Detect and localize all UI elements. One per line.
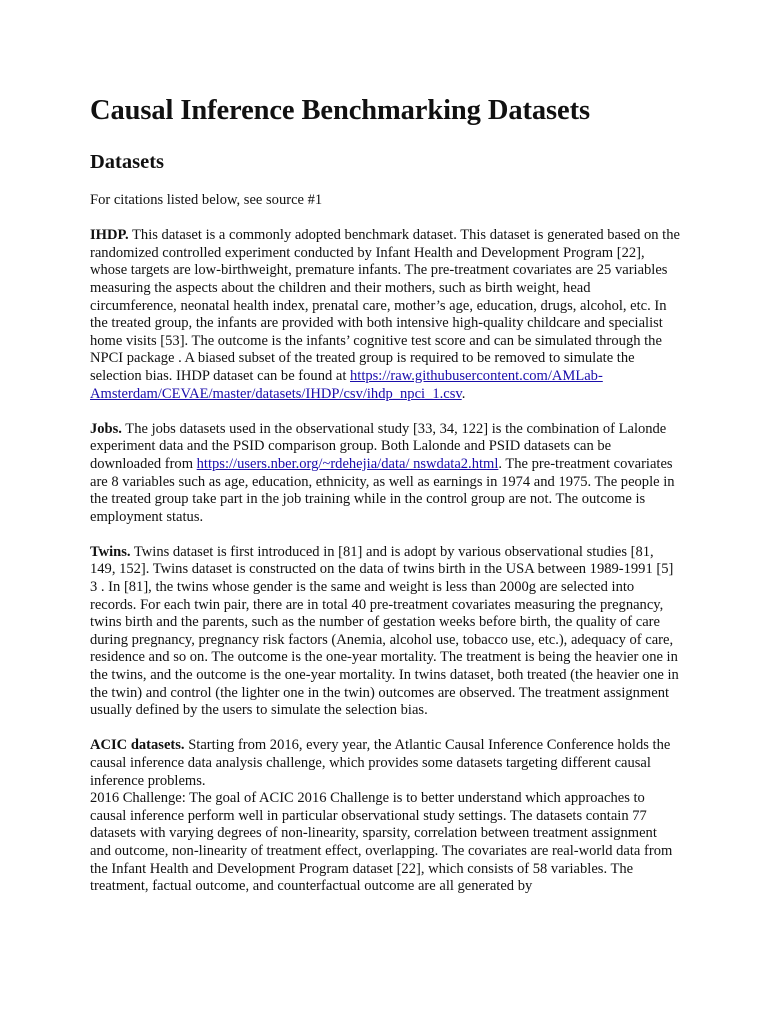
document-body: [90, 192, 680, 896]
acic-text: Starting from 2016, every year, the Atlantic Causal Inference Conference holds the causal inference data analysis challenge, which provides some datasets targeting different causal inference problems.: [90, 737, 671, 789]
ihdp-lead: IHDP.: [90, 227, 129, 244]
ihdp-paragraph: [90, 227, 680, 403]
jobs-tail: . The pre-treatment covariates are 8 variables such as age, education, ethnicity, as well as earnings in 1974 and 1975. The people in the treated group take part in the job training while in the control group are not. The outcome is employment status.: [90, 455, 675, 525]
twins-lead: Twins.: [90, 543, 131, 560]
jobs-paragraph: [90, 421, 680, 527]
acic-2016-paragraph: 2016 Challenge: The goal of ACIC 2016 Challenge is to better understand which approaches to causal inference perform well in particular observational study settings. The datasets contain 77 datasets with varying degrees of non-linearity, sparsity, correlation between treatment assignment and outcome, non-linearity of treatment effect, overlapping. The covariates are real-world data from the Infant Health and Development Program dataset [22], which consists of 58 variables. The treatment, factual outcome, and counterfactual outcome are all generated by: [90, 790, 673, 895]
section-heading: Datasets: [90, 151, 165, 173]
twins-paragraph: [90, 544, 680, 720]
intro-paragraph: For citations listed below, see source #1: [90, 192, 323, 208]
ihdp-tail: .: [461, 385, 466, 402]
document-title: Causal Inference Benchmarking Datasets: [90, 95, 590, 126]
acic-paragraph: [90, 737, 680, 790]
document-page: [90, 93, 680, 895]
jobs-dataset-link[interactable]: https://users.nber.org/~rdehejia/data/ nswdata2.html: [196, 455, 499, 472]
ihdp-text: This dataset is a commonly adopted benchmark dataset. This dataset is generated based on the randomized controlled experiment conducted by Infant Health and Development Program [22], whose targets are low-birthweight, premature infants. The pre-treatment covariates are 25 variables measuring the aspects about the children and their mothers, such as birth weight, head circumference, neonatal health index, prenatal care, mother’s age, education, drugs, alcohol, etc. In the treated group, the infants are provided with both intensive high-quality childcare and specialist home visits [53]. The outcome is the infants’ cognitive test score and can be simulated through the NPCI package . A biased subset of the treated group is required to be removed to simulate the selection bias. IHDP dataset can be found at: [90, 227, 680, 384]
acic-lead: ACIC datasets.: [90, 737, 185, 754]
jobs-lead: Jobs.: [90, 420, 122, 437]
ihdp-dataset-link[interactable]: https://raw.githubusercontent.com/AMLab-Amsterdam/CEVAE/master/datasets/IHDP/csv/ihdp_npci_1.csv: [90, 367, 603, 402]
jobs-text: The jobs datasets used in the observational study [33, 34, 122] is the combination of Lalonde experiment data and the PSID comparison group. Both Lalonde and PSID datasets can be downloaded from: [90, 420, 667, 472]
twins-text: Twins dataset is first introduced in [81] and is adopt by various observational studies [81, 149, 152]. Twins dataset is constructed on the data of twins birth in the USA between 1989-1991 [5] 3 . In [81], the twins whose gender is the same and weight is less than 2000g are selected into records. For each twin pair, there are in total 40 pre-treatment covariates measuring the pregnancy, twins birth and the parents, such as the number of gestation weeks before birth, the quality of care during pregnancy, pregnancy risk factors (Anemia, alcohol use, tobacco use, etc.), adequacy of care, residence and so on. The outcome is the one-year mortality. The treatment is being the heavier one in the twins, and the outcome is the one-year mortality. In twins dataset, both treated (the heavier one in the twin) and control (the lighter one in the twin) outcomes are observed. The treatment assignment usually defined by the users to simulate the selection bias.: [90, 543, 679, 719]
